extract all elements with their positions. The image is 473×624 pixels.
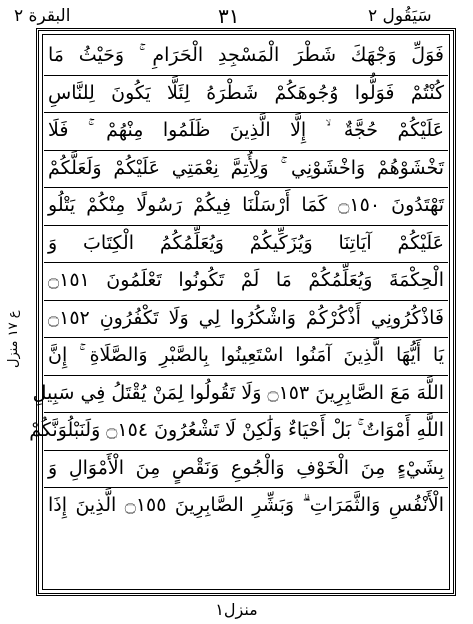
page-number: ٣١ [218, 4, 240, 28]
text-line-11: اللَّهِ أَمْوَاتٌ ۚ بَلْ أَحْيَاءٌ وَلَٰكِنْ لَا تَشْعُرُونَ ۝١٥٤ وَلَنَبْلُوَنَّكُمْ [44, 413, 448, 451]
text-line-7: الْحِكْمَةَ وَيُعَلِّمُكُمْ مَا لَمْ تَكُونُوا تَعْلَمُونَ ۝١٥١ [44, 263, 448, 301]
text-line-13: الْأَنْفُسِ وَالثَّمَرَاتِ ۗ وَبَشِّرِ الصَّابِرِينَ ۝١٥٥ الَّذِينَ إِذَا [48, 494, 444, 516]
text-line-1: فَوَلِّ وَجْهَكَ شَطْرَ الْمَسْجِدِ الْحَرَامِ ۚ وَحَيْثُ مَا [44, 38, 448, 76]
text-line-4: تَخْشَوْهُمْ وَاخْشَوْنِي ۚ وَلِأُتِمَّ نِعْمَتِي عَلَيْكُمْ وَلَعَلَّكُمْ [44, 151, 448, 189]
ruku-marker-text: ع ۱۷ منزل [6, 310, 21, 368]
ruku-margin-marker [2, 268, 32, 378]
page-footer: منزل١ [215, 600, 258, 619]
page-header [0, 4, 473, 30]
text-line-5: تَهْتَدُونَ ۝١٥٠ كَمَا أَرْسَلْنَا فِيكُمْ رَسُولًا مِنْكُمْ يَتْلُو [44, 188, 448, 226]
text-line-10: اللَّهَ مَعَ الصَّابِرِينَ ۝١٥٣ وَلَا تَقُولُوا لِمَنْ يُقْتَلُ فِي سَبِيلِ [44, 376, 448, 414]
text-line-3: عَلَيْكُمْ حُجَّةٌ ۙ إِلَّا الَّذِينَ ظَلَمُوا مِنْهُمْ ۚ فَلَا [44, 113, 448, 151]
juz-name: سَيَقُول ٢ [368, 6, 432, 26]
text-line-8: فَاذْكُرُونِي أَذْكُرْكُمْ وَاشْكُرُوا لِي وَلَا تَكْفُرُونِ ۝١٥٢ [44, 301, 448, 339]
text-block [29, 38, 448, 526]
text-line-12: بِشَيْءٍ مِنَ الْخَوْفِ وَالْجُوعِ وَنَقْصٍ مِنَ الْأَمْوَالِ وَ [44, 451, 448, 489]
text-line-9: يَا أَيُّهَا الَّذِينَ آمَنُوا اسْتَعِينُوا بِالصَّبْرِ وَالصَّلَاةِ ۚ إِنَّ [44, 338, 448, 376]
text-line-2: كُنْتُمْ فَوَلُّوا وُجُوهَكُمْ شَطْرَهُ لِئَلَّا يَكُونَ لِلنَّاسِ [44, 76, 448, 114]
text-line-6: عَلَيْكُمْ آيَاتِنَا وَيُزَكِّيكُمْ وَيُعَلِّمُكُمُ الْكِتَابَ وَ [44, 226, 448, 264]
surah-name: البقرة ٢ [14, 6, 71, 26]
